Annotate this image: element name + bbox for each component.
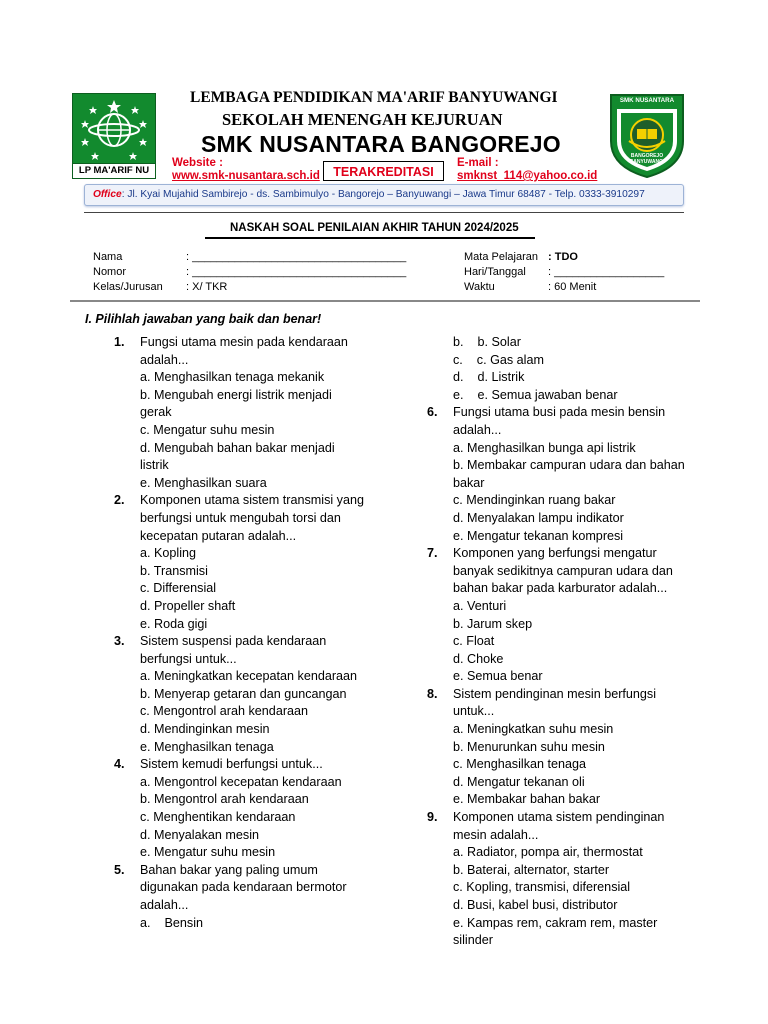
option[interactable]: c. Mengatur suhu mesin	[140, 422, 275, 437]
info-label: Waktu	[464, 281, 495, 293]
question-text: Fungsi utama mesin pada kendaraan adalah...	[140, 335, 348, 367]
option[interactable]: c. Kopling, transmisi, diferensial	[453, 880, 631, 895]
question-text: Bahan bakar yang paling umum digunakan pada kendaraan bermotor adalah...	[140, 862, 347, 912]
smk-nusantara-logo	[605, 89, 689, 179]
logo-right-top-text: SMK NUSANTARA	[619, 97, 675, 104]
option[interactable]: e. Mengatur tekanan kompresi	[453, 528, 624, 543]
info-label: Nomor	[93, 266, 127, 278]
logo-left-label: LP MA'ARIF NU	[73, 163, 155, 178]
section-instruction: I. Pilihlah jawaban yang baik dan benar!	[85, 312, 322, 326]
question-number: 3.	[114, 634, 125, 649]
info-value[interactable]: : ___________________________________	[186, 266, 407, 278]
question-1	[114, 334, 365, 492]
option[interactable]: a. Bensin	[140, 915, 204, 930]
option[interactable]: c. Float	[453, 634, 495, 649]
option[interactable]: e. Membakar bahan bakar	[453, 792, 601, 807]
option[interactable]: e. Semua benar	[453, 669, 543, 684]
info-row-waktu	[464, 280, 684, 295]
question-4	[114, 756, 365, 862]
website-label: Website :	[172, 157, 223, 169]
info-row-nomor	[93, 265, 423, 280]
option[interactable]: d. Mengatur tekanan oli	[453, 774, 585, 789]
nu-globe-icon	[73, 94, 155, 164]
info-row-mapel	[464, 250, 684, 265]
option[interactable]: b. Menyerap getaran dan guncangan	[140, 686, 347, 701]
option[interactable]: b. Jarum skep	[453, 616, 533, 631]
org-name: LEMBAGA PENDIDIKAN MA'ARIF BANYUWANGI	[190, 89, 558, 106]
website-link[interactable]: www.smk-nusantara.sch.id	[172, 170, 320, 182]
option[interactable]: d. d. Listrik	[453, 370, 525, 385]
info-label: Mata Pelajaran	[464, 251, 538, 263]
office-label: Office	[93, 189, 122, 200]
option[interactable]: b. Baterai, alternator, starter	[453, 862, 610, 877]
option[interactable]: e. Kampas rem, cakram rem, master silinder	[453, 915, 658, 948]
logo-right-bottom-text: BANGOREJO BANYUWANGI	[629, 153, 665, 165]
student-info-left	[93, 250, 423, 295]
option[interactable]: a. Menghasilkan bunga api listrik	[453, 440, 636, 455]
option[interactable]: d. Mengubah bahan bakar menjadi listrik	[140, 440, 335, 473]
question-number: 6.	[427, 405, 438, 420]
exam-info-right	[464, 250, 684, 295]
question-text: Komponen utama sistem pendinginan mesin adalah...	[453, 810, 665, 842]
option[interactable]: e. Roda gigi	[140, 616, 208, 631]
question-number: 5.	[114, 862, 125, 877]
option[interactable]: c. Menghasilkan tenaga	[453, 757, 587, 772]
question-text: Komponen yang berfungsi mengatur banyak sedikitnya campuran udara dan bahan bakar pada karburator adalah...	[453, 546, 673, 596]
option[interactable]: d. Choke	[453, 651, 504, 666]
question-text: Sistem suspensi pada kendaraan berfungsi untuk...	[140, 634, 327, 666]
option[interactable]: a. Meningkatkan kecepatan kendaraan	[140, 669, 358, 684]
question-number: 1.	[114, 335, 125, 349]
question-number: 2.	[114, 493, 125, 508]
option[interactable]: e. Menghasilkan tenaga	[140, 739, 274, 754]
title-underline	[205, 237, 535, 239]
question-3	[114, 633, 365, 756]
accreditation-badge: TERAKREDITASI	[323, 161, 444, 181]
email-label: E-mail :	[457, 157, 499, 169]
info-value: : 60 Menit	[548, 281, 597, 293]
option[interactable]: d. Mendinginkan mesin	[140, 722, 270, 737]
questions-right-column	[427, 334, 685, 950]
question-number: 8.	[427, 686, 438, 701]
option[interactable]: a. Mengontrol kecepatan kendaraan	[140, 774, 342, 789]
question-9	[427, 809, 685, 950]
question-text: Fungsi utama busi pada mesin bensin adalah...	[453, 405, 666, 437]
office-address: : Jl. Kyai Mujahid Sambirejo - ds. Sambimulyo - Bangorejo – Banyuwangi – Jawa Timur 68487 - Telp. 0333-3910297	[121, 189, 645, 200]
section-divider	[70, 300, 700, 302]
option[interactable]: e. Menghasilkan suara	[140, 475, 267, 490]
option[interactable]: d. Propeller shaft	[140, 598, 236, 613]
school-name: SMK NUSANTARA BANGOREJO	[201, 131, 561, 157]
email-block	[457, 157, 597, 183]
option[interactable]: c. Menghentikan kendaraan	[140, 810, 296, 825]
option[interactable]: c. Mengontrol arah kendaraan	[140, 704, 309, 719]
info-value: : TDO	[548, 251, 578, 263]
option[interactable]: b. Mengubah energi listrik menjadi gerak	[140, 387, 332, 420]
question-8	[427, 686, 685, 809]
option[interactable]: d. Busi, kabel busi, distributor	[453, 898, 618, 912]
question-7	[427, 545, 685, 686]
info-row-kelas	[93, 280, 423, 295]
question-number: 7.	[427, 546, 438, 561]
option[interactable]: b. Membakar campuran udara dan bahan bakar	[453, 458, 685, 490]
option[interactable]: c. Differensial	[140, 581, 217, 596]
info-label: Kelas/Jurusan	[93, 281, 163, 293]
option[interactable]: b. b. Solar	[453, 335, 521, 349]
info-label: Hari/Tanggal	[464, 266, 526, 278]
option[interactable]: c. Mendinginkan ruang bakar	[453, 493, 616, 508]
question-5	[114, 862, 365, 932]
option[interactable]: a. Radiator, pompa air, thermostat	[453, 845, 643, 860]
info-value[interactable]: : __________________	[548, 266, 665, 278]
option[interactable]: b. Transmisi	[140, 563, 208, 578]
question-number: 9.	[427, 810, 438, 825]
lp-maarif-logo	[72, 93, 156, 179]
option[interactable]: b. Mengontrol arah kendaraan	[140, 792, 309, 807]
office-address-bar	[84, 184, 684, 206]
option[interactable]: e. e. Semua jawaban benar	[453, 387, 618, 402]
info-value: : X/ TKR	[186, 281, 228, 293]
option[interactable]: d. Menyalakan lampu indikator	[453, 510, 624, 525]
questions-left-column	[114, 334, 365, 932]
option[interactable]: a. Meningkatkan suhu mesin	[453, 722, 614, 737]
question-2	[114, 492, 365, 633]
option[interactable]: d. Menyalakan mesin	[140, 827, 260, 842]
question-text: Komponen utama sistem transmisi yang berfungsi untuk mengubah torsi dan kecepatan putaran adalah...	[140, 493, 364, 543]
question-number: 4.	[114, 757, 125, 772]
info-label: Nama	[93, 251, 123, 263]
question-text: Sistem pendinginan mesin berfungsi untuk...	[453, 686, 657, 719]
website-block	[172, 157, 320, 183]
exam-title: NASKAH SOAL PENILAIAN AKHIR TAHUN 2024/2025	[230, 222, 519, 234]
option[interactable]: c. c. Gas alam	[453, 352, 544, 367]
school-level: SEKOLAH MENENGAH KEJURUAN	[222, 110, 503, 129]
option[interactable]: a. Venturi	[453, 598, 507, 613]
info-row-nama	[93, 250, 423, 265]
info-value[interactable]: : ___________________________________	[186, 251, 407, 263]
info-row-tanggal	[464, 265, 684, 280]
header-divider	[84, 212, 684, 213]
option[interactable]: b. Menurunkan suhu mesin	[453, 739, 605, 754]
option[interactable]: a. Menghasilkan tenaga mekanik	[140, 370, 325, 385]
email-link[interactable]: smknst_114@yahoo.co.id	[457, 170, 598, 182]
question-text: Sistem kemudi berfungsi untuk...	[140, 757, 323, 772]
option[interactable]: e. Mengatur suhu mesin	[140, 845, 276, 860]
question-6	[427, 404, 685, 545]
option[interactable]: a. Kopling	[140, 546, 197, 561]
